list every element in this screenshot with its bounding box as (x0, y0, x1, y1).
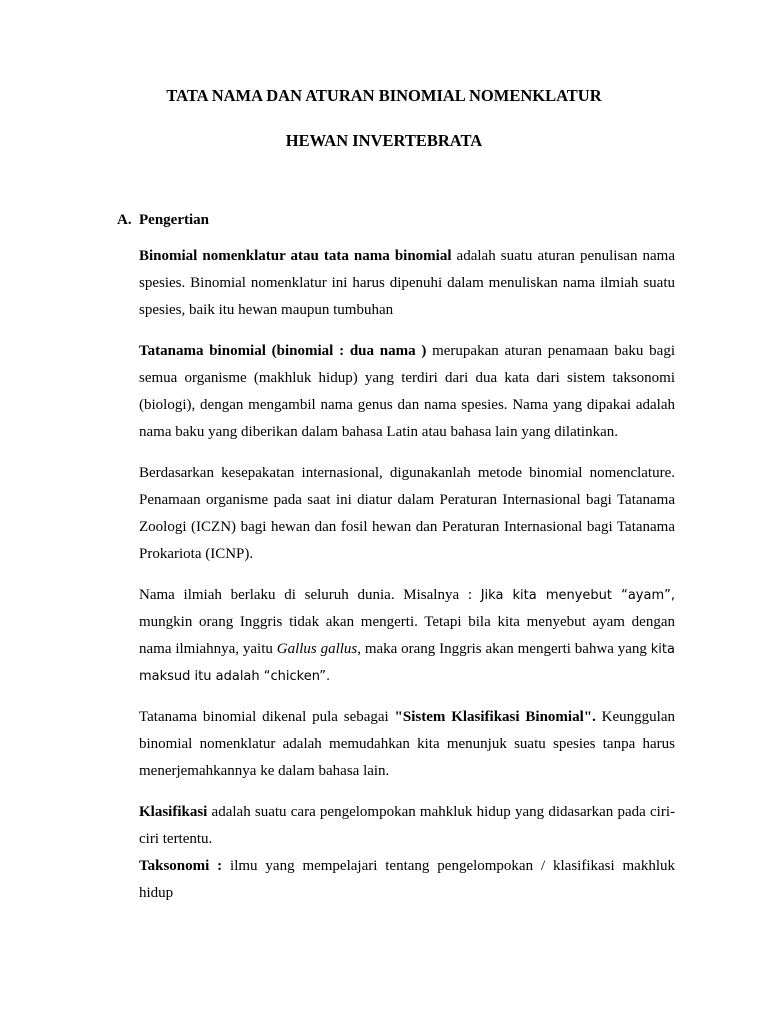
section-letter: A. (117, 212, 132, 228)
term-bold: Tatanama binomial (binomial : dua nama ) (139, 343, 427, 359)
term-bold: Taksonomi : (139, 858, 223, 874)
paragraph-klasifikasi-definition (139, 799, 675, 853)
section-heading (117, 212, 209, 229)
paragraph-text: Tatanama binomial dikenal pula sebagai (139, 709, 395, 725)
paragraph-text: Nama ilmiah berlaku di seluruh dunia. Misalnya : (139, 587, 481, 603)
paragraph-text: mungkin orang Inggris tidak akan mengerti. Tetapi bila kita menyebut ayam dengan nama ilmiahnya, yaitu (139, 614, 675, 657)
section-title: Pengertian (139, 212, 209, 228)
example-quote-chicken: kita maksud itu adalah “chicken”. (139, 642, 675, 684)
paragraph-text: merupakan aturan penamaan baku bagi semua organisme (makhluk hidup) yang terdiri dari dua kata dari sistem taksonomi (biologi), dengan mengambil nama genus dan nama spesies. Nama yang dipakai adalah nama baku yang diberikan dalam bahasa Latin atau bahasa lain yang dilatinkan. (139, 343, 675, 440)
paragraph-text: adalah suatu cara pengelompokan mahkluk hidup yang didasarkan pada ciri-ciri tertentu. (139, 804, 675, 847)
document-title-line-2: HEWAN INVERTEBRATA (285, 131, 483, 150)
paragraph-binomial-system (139, 704, 675, 785)
paragraph-text: ilmu yang mempelajari tentang pengelompokan / klasifikasi makhluk hidup (139, 858, 676, 901)
paragraph-taksonomi-definition (139, 853, 675, 907)
paragraph-text: Keunggulan binomial nomenklatur adalah memudahkan kita menunjuk suatu spesies tanpa harus menerjemahkannya ke dalam bahasa lain. (139, 709, 675, 779)
section-body (139, 243, 675, 907)
paragraph-tatanama-definition (139, 338, 675, 446)
paragraph-text: , maka orang Inggris akan mengerti bahwa yang (357, 641, 651, 657)
paragraph-binomial-definition (139, 243, 675, 324)
term-bold: Binomial nomenklatur atau tata nama binomial (139, 248, 452, 264)
paragraph-scientific-name-example (139, 582, 675, 690)
term-bold: "Sistem Klasifikasi Binomial". (394, 709, 596, 725)
species-name-italic: Gallus gallus (276, 641, 358, 657)
paragraph-text: Berdasarkan kesepakatan internasional, digunakanlah metode binomial nomenclature. Penamaan organisme pada saat ini diatur dalam Peraturan Internasional bagi Tatanama Zoologi (ICZN) bagi hewan dan fosil hewan dan Peraturan Internasional bagi Tatanama Prokariota (ICNP). (139, 465, 675, 562)
document-title-line-1: TATA NAMA DAN ATURAN BINOMIAL NOMENKLATUR (166, 86, 602, 105)
example-quote-ayam: Jika kita menyebut “ayam”, (480, 588, 675, 603)
paragraph-international-agreement (139, 460, 675, 568)
term-bold: Klasifikasi (139, 804, 208, 820)
paragraph-text: adalah suatu aturan penulisan nama spesies. Binomial nomenklatur ini harus dipenuhi dalam menuliskan nama ilmiah suatu spesies, baik itu hewan maupun tumbuhan (139, 248, 675, 318)
